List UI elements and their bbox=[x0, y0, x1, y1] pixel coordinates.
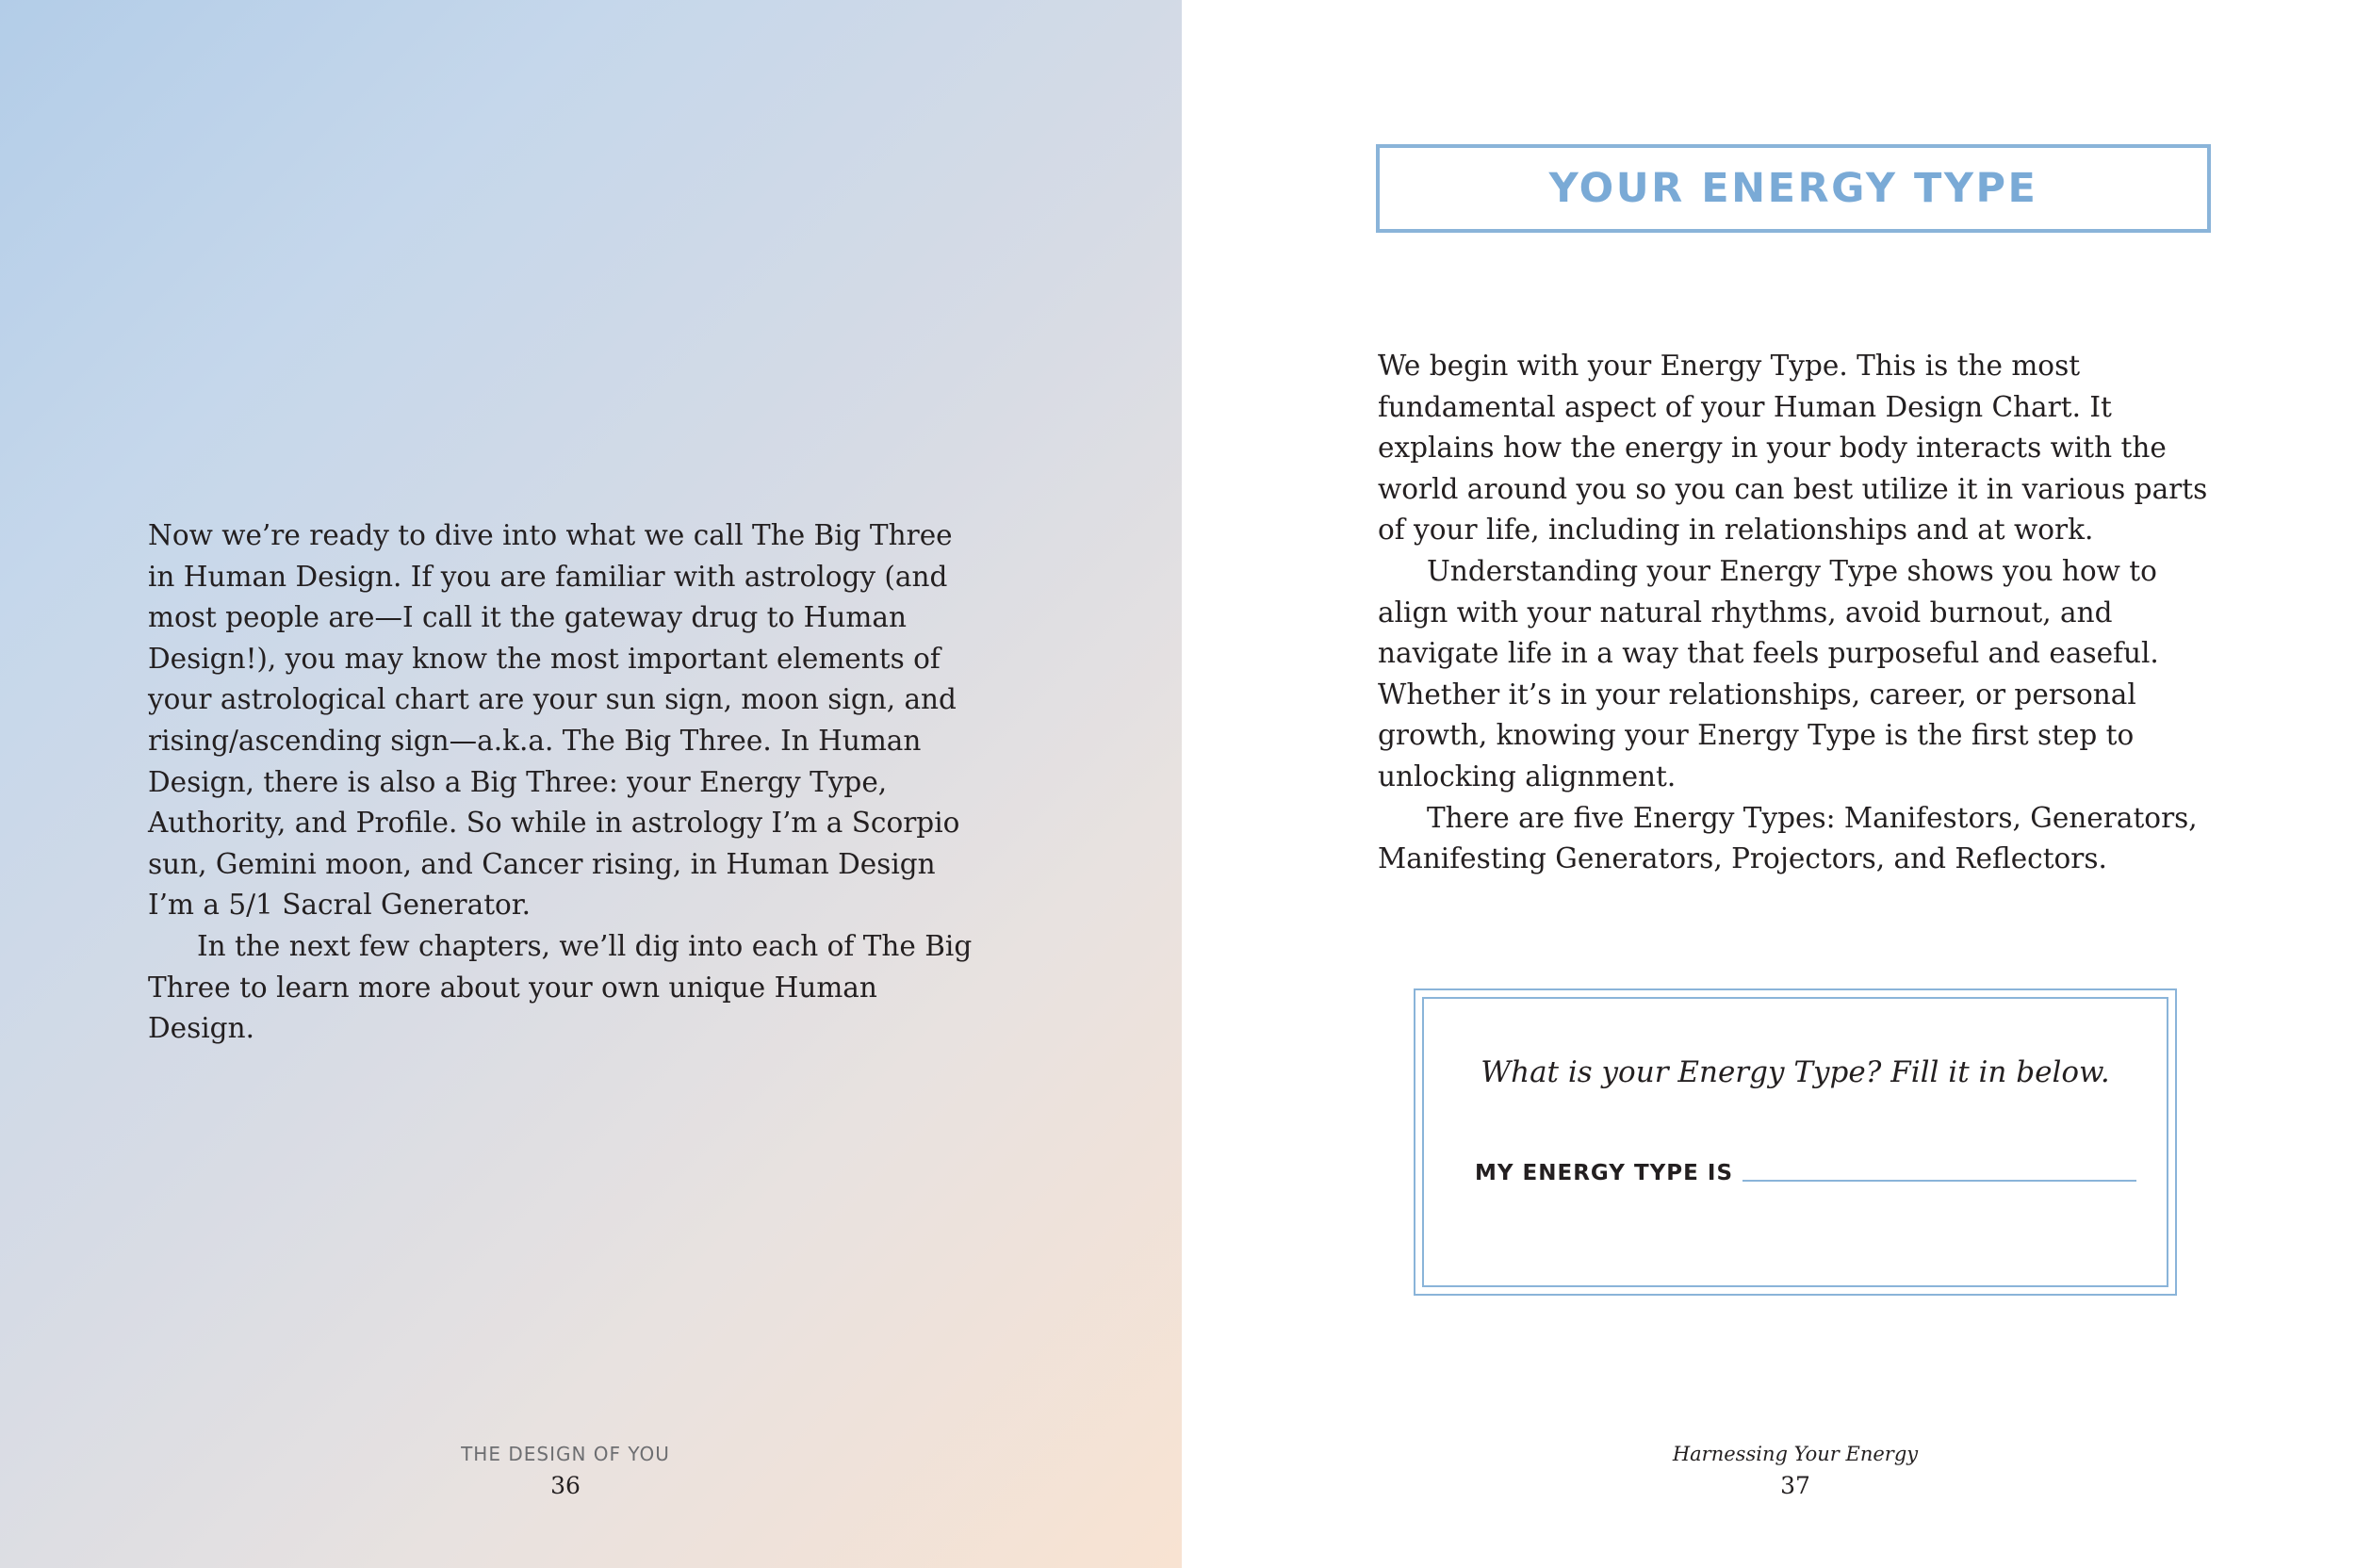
left-running-head: THE DESIGN OF YOU bbox=[461, 1443, 670, 1465]
right-paragraph-3: There are five Energy Types: Manifestors, Generators, Manifesting Generators, Projectors, and Reflectors. bbox=[1378, 801, 2198, 875]
fill-in-prompt: What is your Energy Type? Fill it in below. bbox=[1481, 1055, 2110, 1089]
left-paragraph-1: Now we’re ready to dive into what we call The Big Three in Human Design. If you are familiar with astrology (and most people are—I call it the gateway drug to Human Design!), you may know the most important elements of your astrological chart are your sun sign, moon sign, and rising/ascending sign—a.k.a. The Big Three. In Human Design, there is also a Big Three: your Energy Type, Authority, and Profile. So while in astrology I’m a Scorpio sun, Gemini moon, and Cancer rising, in Human Design I’m a 5/1 Sacral Generator. bbox=[148, 519, 960, 922]
right-running-head: Harnessing Your Energy bbox=[1672, 1443, 1919, 1465]
energy-type-label: MY ENERGY TYPE IS bbox=[1475, 1161, 1734, 1185]
left-paragraph-2: In the next few chapters, we’ll dig into each of The Big Three to learn more about your own unique Human Design. bbox=[148, 929, 973, 1045]
right-paragraph-1: We begin with your Energy Type. This is the most fundamental aspect of your Human Design Chart. It explains how the energy in your body interacts with the world around you so you can best utilize it in various parts of your life, including in relationships and at work. bbox=[1378, 350, 2208, 547]
left-page-number: 36 bbox=[550, 1472, 581, 1499]
right-body-text bbox=[1378, 346, 2226, 880]
fill-in-box bbox=[1414, 988, 2177, 1296]
left-body-text bbox=[148, 515, 977, 1050]
chapter-title: YOUR ENERGY TYPE bbox=[1548, 165, 2038, 212]
chapter-title-box bbox=[1376, 144, 2211, 233]
right-page-number: 37 bbox=[1780, 1472, 1810, 1499]
energy-type-answer-line[interactable] bbox=[1742, 1180, 2136, 1182]
right-footer bbox=[1607, 1442, 1984, 1502]
left-footer bbox=[377, 1442, 754, 1502]
right-paragraph-2: Understanding your Energy Type shows you how to align with your natural rhythms, avoid burnout, and navigate life in a way that feels purposeful and easeful. Whether it’s in your relationships, career, or personal growth, knowing your Energy Type is the first step to unlocking alignment. bbox=[1378, 554, 2159, 792]
answer-row bbox=[1475, 1161, 2136, 1185]
fill-in-box-inner-border bbox=[1422, 997, 2168, 1287]
